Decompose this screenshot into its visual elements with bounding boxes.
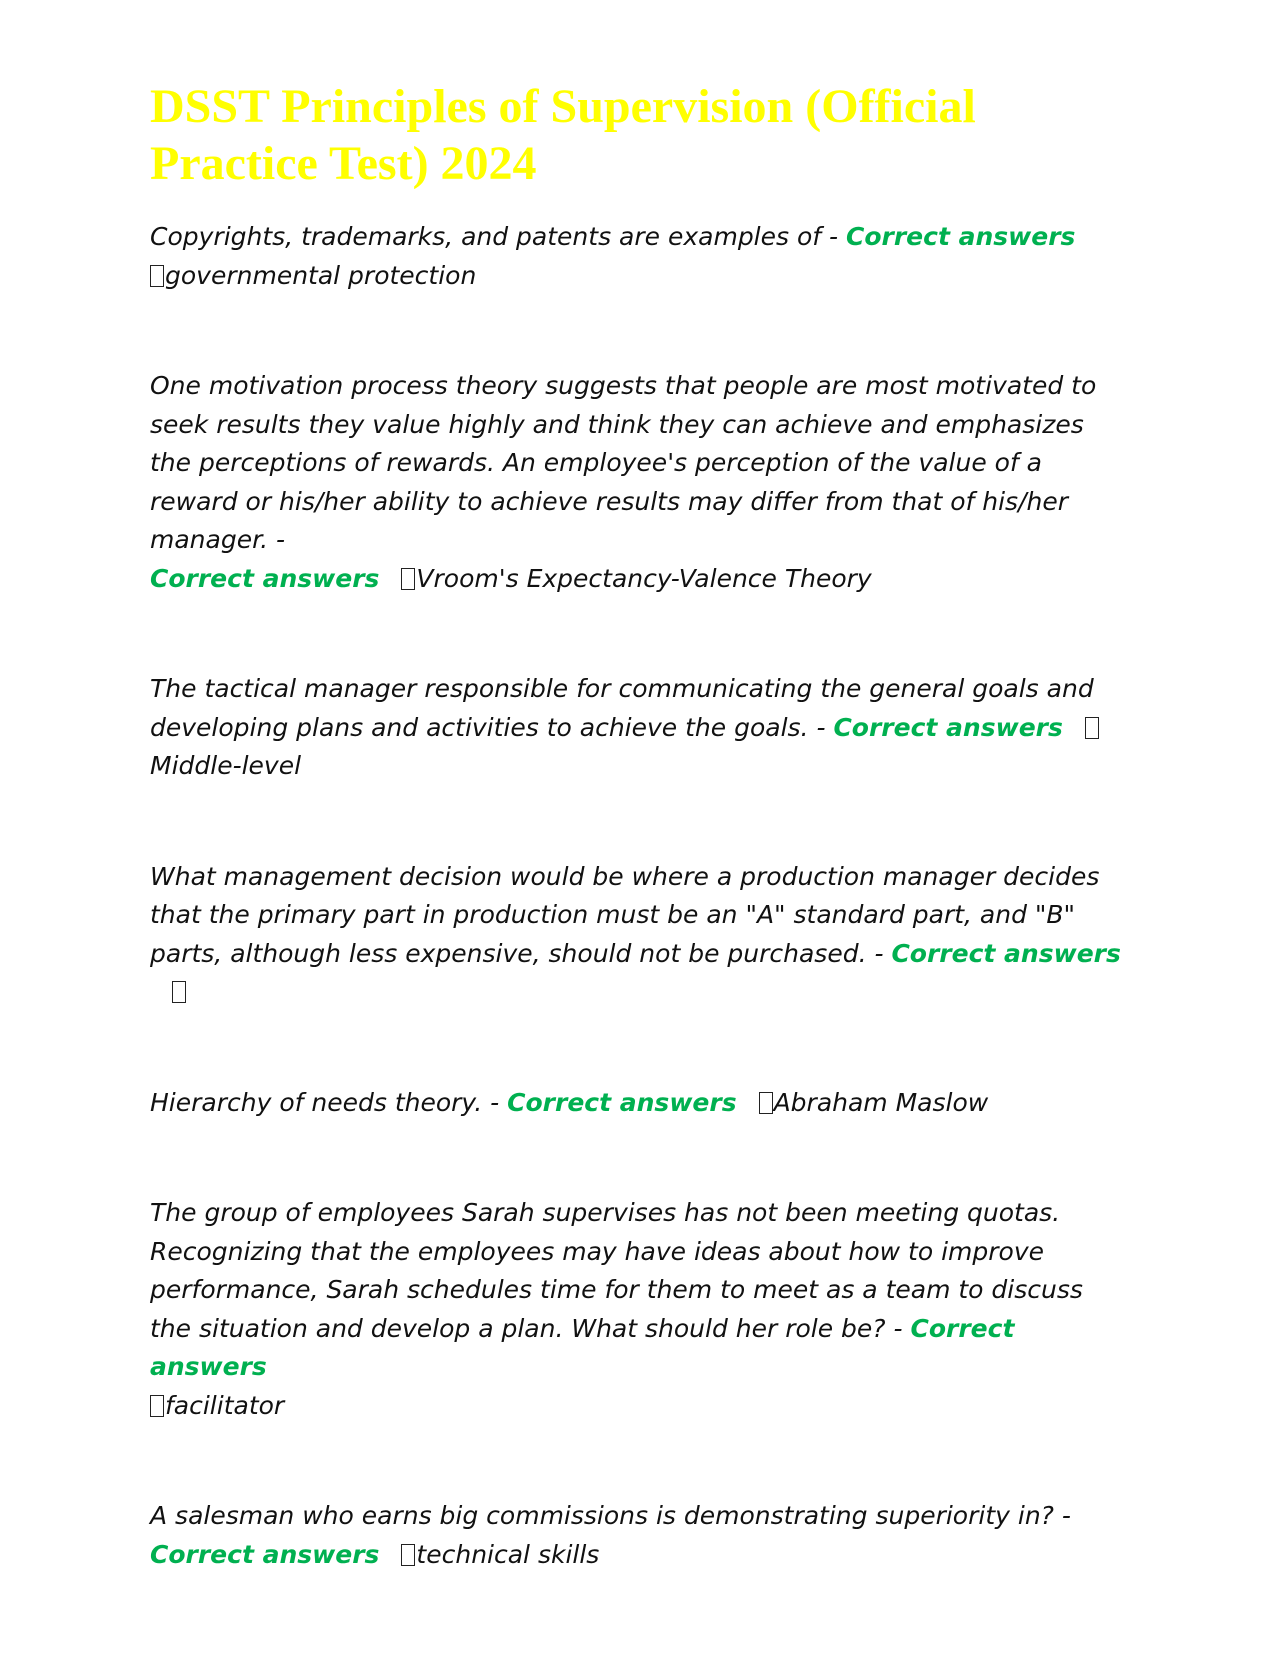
qa-item-6	[150, 1194, 1130, 1425]
answer-text: technical skills	[416, 1539, 600, 1569]
correct-answers-label: Correct answers	[846, 222, 1076, 251]
missing-glyph-icon	[150, 265, 164, 287]
missing-glyph-icon	[150, 1395, 164, 1417]
qa-item-7	[150, 1497, 1130, 1574]
question-text: The group of employees Sarah supervises has not been meeting quotas. Recognizing that the employees may have ideas about how to improve performance, Sarah schedules time for them to meet as a team to discuss the situation and develop a plan. What should her role be? -	[150, 1198, 1083, 1343]
document-title: DSST Principles of Supervision (Official Practice Test) 2024	[150, 80, 976, 190]
correct-answers-label: Correct answers	[150, 1539, 380, 1569]
qa-item-4	[150, 858, 1130, 1012]
correct-answers-label: Correct answers	[150, 1313, 1015, 1381]
missing-glyph-icon	[172, 981, 186, 1003]
question-text: Copyrights, trademarks, and patents are examples of -	[150, 222, 846, 251]
missing-glyph-icon	[401, 1544, 415, 1566]
missing-glyph-icon	[1085, 717, 1099, 739]
qa-item-1	[150, 218, 1130, 295]
correct-answers-label: Correct answers	[507, 1087, 737, 1117]
correct-answers-label: Correct answers	[150, 563, 380, 593]
question-text: One motivation process theory suggests that people are most motivated to seek results they value highly and think they can achieve and emphasizes the perceptions of rewards. An employee's perception of the value of a reward or his/her ability to achieve results may differ from that of his/her manager. -	[150, 371, 1097, 554]
question-text: A salesman who earns big commissions is demonstrating superiority in? -	[150, 1501, 1071, 1530]
qa-item-2	[150, 367, 1130, 598]
answer-text: governmental protection	[165, 260, 477, 290]
answer-text: Vroom's Expectancy-Valence Theory	[416, 563, 872, 593]
question-text: The tactical manager responsible for communicating the general goals and developing plans and activities to achieve the goals. -	[150, 674, 1094, 742]
qa-item-5	[150, 1084, 1130, 1123]
missing-glyph-icon	[401, 568, 415, 590]
question-text: Hierarchy of needs theory. -	[150, 1087, 508, 1117]
qa-item-3	[150, 670, 1130, 786]
missing-glyph-icon	[759, 1092, 773, 1114]
question-text: What management decision would be where a production manager decides that the primary part in production must be an "A" standard part, and "B" parts, although less expensive, should not be purchased. -	[150, 861, 1100, 968]
document-page	[150, 78, 1130, 1574]
answer-text: facilitator	[165, 1390, 285, 1420]
correct-answers-label: Correct answers	[833, 712, 1063, 742]
answer-text: Middle-level	[150, 751, 302, 780]
correct-answers-label: Correct answers	[891, 938, 1121, 968]
answer-text: Abraham Maslow	[773, 1087, 989, 1117]
